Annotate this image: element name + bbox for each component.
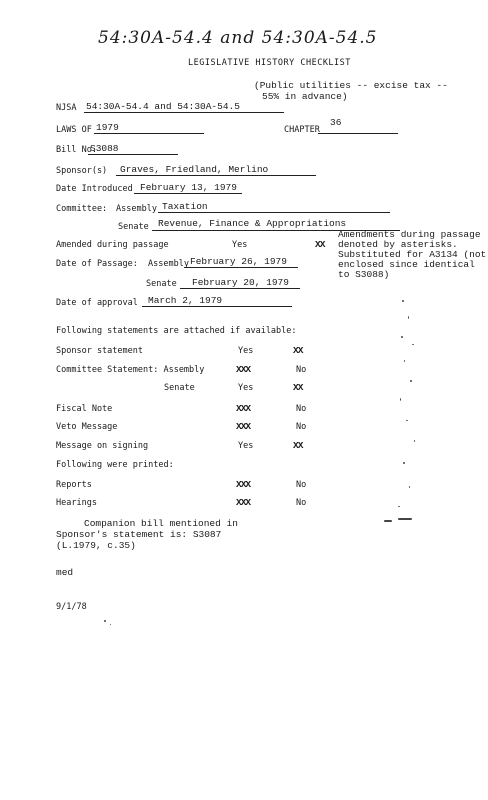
page-title: LEGISLATIVE HISTORY CHECKLIST	[188, 58, 351, 68]
companion-line-1: Companion bill mentioned in	[84, 518, 238, 529]
passage-label: Date of Passage:	[56, 259, 138, 269]
passage-senate-value: February 20, 1979	[192, 277, 289, 288]
njsa-label: NJSA	[56, 103, 77, 113]
statement-label: Message on signing	[56, 441, 149, 451]
amended-note-3: Substituted for A3134 (not	[338, 249, 487, 260]
statement-no: No	[296, 365, 307, 375]
statements-heading: Following statements are attached if available:	[56, 326, 297, 336]
passage-assembly-value: February 26, 1979	[190, 256, 287, 267]
statement-no: XX	[293, 382, 303, 393]
amended-note-1: Amendments during passage	[338, 229, 481, 240]
laws-of-value: 1979	[96, 122, 119, 133]
initials: med	[56, 567, 74, 578]
date-introduced-label: Date Introduced	[56, 184, 133, 194]
chapter-value: 36	[330, 117, 342, 128]
sponsors-value: Graves, Friedland, Merlino	[120, 164, 269, 175]
amended-note-2: denoted by asterisks.	[338, 239, 458, 250]
committee-assembly-value: Taxation	[162, 201, 208, 212]
committee-assembly-label: Assembly	[116, 204, 157, 214]
printed-no: No	[296, 498, 307, 508]
statement-label: Fiscal Note	[56, 404, 113, 414]
statement-yes: Yes	[238, 383, 254, 393]
statement-yes: Yes	[238, 441, 254, 451]
statement-no: No	[296, 422, 307, 432]
committee-senate-value: Revenue, Finance & Appropriations	[158, 218, 347, 229]
printed-heading: Following were printed:	[56, 460, 174, 470]
subject-line-1: (Public utilities -- excise tax --	[254, 80, 448, 91]
statement-yes: Yes	[238, 346, 254, 356]
printed-yes: XXX	[236, 479, 251, 490]
printed-label: Reports	[56, 480, 92, 490]
passage-senate-label: Senate	[146, 279, 177, 289]
printed-label: Hearings	[56, 498, 97, 508]
statement-no: XX	[293, 345, 303, 356]
amended-note-4: enclosed since identical	[338, 259, 475, 270]
approval-value: March 2, 1979	[148, 295, 223, 306]
statement-yes: XXX	[236, 403, 251, 414]
laws-of-label: LAWS OF	[56, 125, 92, 135]
companion-line-3: (L.1979, c.35)	[56, 540, 136, 551]
statement-label: Senate	[164, 383, 195, 393]
bill-no-label: Bill No.	[56, 145, 97, 155]
statement-label: Committee Statement: Assembly	[56, 365, 205, 375]
passage-assembly-label: Assembly	[148, 259, 189, 269]
printed-no: No	[296, 480, 307, 490]
statement-yes: XXX	[236, 364, 251, 375]
printed-yes: XXX	[236, 497, 251, 508]
committee-label: Committee:	[56, 204, 108, 214]
statement-label: Sponsor statement	[56, 346, 143, 356]
amended-mark: XX	[315, 239, 325, 250]
chapter-label: CHAPTER	[284, 125, 320, 135]
amended-yes: Yes	[232, 240, 248, 250]
sponsors-label: Sponsor(s)	[56, 166, 108, 176]
statement-no: XX	[293, 440, 303, 451]
amended-label: Amended during passage	[56, 240, 169, 250]
approval-label: Date of approval	[56, 298, 138, 308]
statement-yes: XXX	[236, 421, 251, 432]
committee-senate-label: Senate	[118, 222, 149, 232]
date-introduced-value: February 13, 1979	[140, 182, 237, 193]
njsa-value: 54:30A-54.4 and 54:30A-54.5	[86, 101, 240, 112]
statement-no: No	[296, 404, 307, 414]
subject-line-2: 55% in advance)	[262, 91, 348, 102]
statement-label: Veto Message	[56, 422, 118, 432]
bill-no-value: S3088	[90, 143, 119, 154]
footer-date: 9/1/78	[56, 602, 87, 612]
amended-note-5: to S3088)	[338, 269, 390, 280]
companion-line-2: Sponsor's statement is: S3087	[56, 529, 222, 540]
handwritten-title: 54:30A-54.4 and 54:30A-54.5	[98, 28, 378, 48]
